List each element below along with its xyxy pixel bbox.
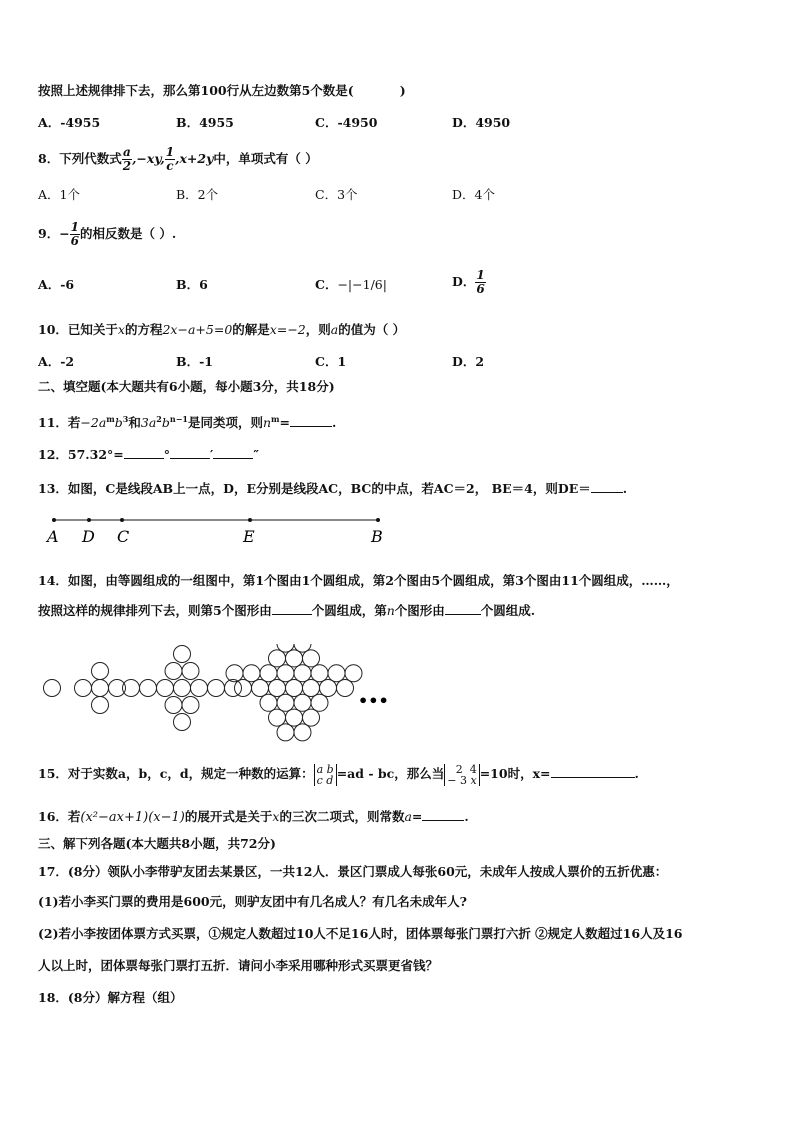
fig3-circle bbox=[174, 714, 191, 731]
q16-var-a: a bbox=[404, 809, 412, 824]
q15-prefix: 15．对于实数a，b，c，d，规定一种数的运算： bbox=[38, 766, 314, 781]
q11-b2: b bbox=[161, 415, 170, 431]
point-a bbox=[52, 518, 56, 522]
q10-var-x: x bbox=[117, 322, 125, 337]
fig1-circle bbox=[44, 680, 61, 697]
q8-frac-num: a bbox=[122, 145, 131, 159]
q10-option-c: C．1 bbox=[315, 354, 347, 369]
q11-answer-blank[interactable] bbox=[290, 414, 332, 427]
fig3-circle bbox=[182, 697, 199, 714]
q17-line2: (1)若小李买门票的费用是600元，则驴友团中有几名成人？有几名未成年人? bbox=[38, 894, 467, 909]
q14-var-n: n bbox=[386, 603, 395, 618]
fig4-circle bbox=[294, 644, 311, 652]
q8-frac-1c bbox=[165, 146, 175, 173]
fig3-circle bbox=[182, 663, 199, 680]
fig4-circle bbox=[311, 665, 328, 682]
q10-option-b: B．-1 bbox=[176, 354, 213, 369]
q11-m: m bbox=[271, 414, 280, 424]
point-b bbox=[376, 518, 380, 522]
q13-end: . bbox=[622, 481, 628, 496]
q9-frac bbox=[70, 221, 80, 248]
q8-option-a: A．1个 bbox=[38, 187, 80, 202]
q12-min-blank[interactable] bbox=[170, 446, 210, 459]
q15-cond: =10时，x= bbox=[479, 766, 551, 781]
q11-expr2: 3a bbox=[140, 415, 157, 431]
fig4-circle bbox=[286, 680, 303, 697]
q10-text4: ，则 bbox=[305, 322, 331, 337]
q10-text2: 的方程 bbox=[124, 322, 163, 337]
q9-option-c-label: C． bbox=[315, 277, 338, 292]
q8-frac2-num: 1 bbox=[165, 145, 175, 159]
m2-d: x bbox=[470, 773, 477, 787]
q8-option-d: D．4个 bbox=[452, 187, 495, 202]
q16-eq: = bbox=[411, 809, 423, 824]
q13-stem bbox=[38, 480, 627, 498]
q16-prefix: 16．若 bbox=[38, 809, 81, 824]
q16-mid: 的展开式是关于 bbox=[184, 809, 273, 824]
q10-var-a: a bbox=[330, 322, 339, 337]
q12-deg: ° bbox=[163, 447, 171, 462]
point-c bbox=[120, 518, 124, 522]
fig4-circle bbox=[320, 680, 337, 697]
q11-exp-m: m bbox=[106, 414, 115, 424]
q9-option-a: A．-6 bbox=[38, 277, 75, 292]
m1-b: b bbox=[326, 762, 334, 776]
fig4-circle bbox=[303, 709, 320, 726]
fig4-circle bbox=[337, 680, 354, 697]
q9-frac-num: 1 bbox=[70, 220, 80, 234]
q11-end: . bbox=[332, 415, 337, 431]
fig4-circle bbox=[252, 680, 269, 697]
fig4-circle bbox=[286, 650, 303, 667]
fig4-circle bbox=[345, 665, 362, 682]
m1-d: d bbox=[326, 773, 334, 787]
q8-option-b: B．2个 bbox=[176, 187, 219, 202]
q12-stem bbox=[38, 446, 259, 464]
label-b: B bbox=[371, 527, 383, 546]
q11-n: n bbox=[262, 415, 272, 431]
q9-option-b: B．6 bbox=[176, 277, 208, 292]
q16-answer-blank[interactable] bbox=[422, 808, 464, 821]
q11-eq: = bbox=[279, 415, 290, 431]
label-e: E bbox=[243, 527, 255, 546]
q10-stem bbox=[38, 321, 405, 339]
q16-mid2: 的三次二项式，则常数 bbox=[279, 809, 405, 824]
q7-option-b: B．4955 bbox=[176, 115, 234, 130]
m2-a: 2 bbox=[455, 762, 463, 776]
fig4-circle bbox=[328, 665, 345, 682]
q9-suffix: 的相反数是（ ）. bbox=[80, 226, 177, 241]
q8-option-c: C．3个 bbox=[315, 187, 358, 202]
q11-and: 和 bbox=[128, 415, 141, 431]
q14-blank-1[interactable] bbox=[272, 602, 312, 615]
q11-stem bbox=[38, 410, 336, 432]
q8-expr-mid: ,−xy, bbox=[132, 151, 165, 166]
q17-line3: (2)若小李按团体票方式买票，①规定人数超过10人不足16人时，团体票每张门票打六折 ②规定人数超过16人及16 bbox=[38, 926, 683, 941]
q9-option-c bbox=[315, 270, 387, 300]
q9-optd-den: 6 bbox=[476, 282, 485, 296]
point-e bbox=[248, 518, 252, 522]
fig2-circle bbox=[92, 680, 109, 697]
q11-b1: b bbox=[114, 415, 123, 431]
q11-exp-2: 2 bbox=[156, 414, 162, 424]
q14-line2c: 个图形由 bbox=[394, 603, 445, 618]
q9-option-d-frac bbox=[475, 269, 485, 296]
q12-deg-blank[interactable] bbox=[124, 446, 164, 459]
q12-prefix: 12．57.32°= bbox=[38, 447, 124, 462]
label-d: D bbox=[82, 527, 95, 546]
q16-expr: (x²−ax+1)(x−1) bbox=[80, 810, 185, 825]
m1-c: c bbox=[316, 773, 323, 787]
fig2-circle bbox=[75, 680, 92, 697]
fig3-circle bbox=[140, 680, 157, 697]
q7-option-c: C．-4950 bbox=[315, 115, 378, 130]
fig4-circle bbox=[277, 665, 294, 682]
q9-stem bbox=[38, 220, 176, 248]
q11-exp-3: 3 bbox=[122, 414, 129, 424]
q17-line1: 17．(8分）领队小李带驴友团去某景区，一共12人．景区门票成人每张60元，未成年人按成人票价的五折优惠： bbox=[38, 864, 668, 879]
q15-matrix-values bbox=[444, 764, 479, 786]
q12-min: ′ bbox=[210, 447, 214, 462]
q18-line1: 18．(8分）解方程（组） bbox=[38, 990, 183, 1005]
q10-solution: x=−2 bbox=[269, 322, 306, 337]
fig3-circle bbox=[165, 663, 182, 680]
q8-frac2-den: c bbox=[166, 159, 174, 173]
fig4-circle bbox=[269, 680, 286, 697]
q16-stem bbox=[38, 805, 469, 830]
q9-prefix: 9．− bbox=[38, 226, 70, 241]
label-a: A bbox=[47, 527, 59, 546]
q14-blank-2[interactable] bbox=[445, 602, 481, 615]
q10-option-d: D．2 bbox=[452, 354, 485, 369]
fig2-circle bbox=[92, 697, 109, 714]
q14-line2d: 个圆组成. bbox=[480, 603, 536, 618]
q7-stem bbox=[38, 82, 406, 100]
q13-answer-blank[interactable] bbox=[591, 480, 623, 493]
q15-end: . bbox=[634, 766, 639, 781]
fig4-circle bbox=[277, 694, 294, 711]
q15-matrix-abcd bbox=[314, 764, 337, 786]
m2-b: 4 bbox=[469, 762, 477, 776]
m1-a: a bbox=[316, 762, 324, 776]
label-c: C bbox=[117, 527, 130, 546]
fig4-circle bbox=[260, 694, 277, 711]
q8-prefix: 8．下列代数式 bbox=[38, 151, 122, 166]
q13-text: 13．如图，C是线段AB上一点，D，E分别是线段AC，BC的中点，若AC＝2， BE＝4，则DE＝ bbox=[38, 481, 591, 496]
section-3-heading: 三、解下列各题(本大题共8小题，共72分) bbox=[38, 836, 276, 851]
q8-expr-end: ,x+2y bbox=[175, 151, 214, 166]
q10-option-a: A．-2 bbox=[38, 354, 75, 369]
q15-def: =ad - bc，那么当 bbox=[336, 766, 445, 781]
q11-prefix: 11．若 bbox=[38, 415, 81, 431]
q7-option-a: A．-4955 bbox=[38, 115, 101, 130]
q14-line2 bbox=[38, 602, 535, 620]
q7-stem-text: 按照上述规律排下去，那么第100行从左边数第5个数是( bbox=[38, 83, 354, 98]
q9-option-d-label: D． bbox=[452, 274, 476, 289]
fig4-circle bbox=[269, 650, 286, 667]
fig4-circle bbox=[269, 709, 286, 726]
q17-line4: 人以上时，团体票每张门票打五折．请问小李采用哪种形式买票更省钱？ bbox=[38, 958, 439, 973]
q11-exp-n1: n−1 bbox=[169, 414, 188, 424]
q11-mid: 是同类项，则 bbox=[187, 415, 263, 431]
fig3-circle bbox=[174, 680, 191, 697]
fig4-circle bbox=[303, 650, 320, 667]
q13-segment-figure bbox=[40, 512, 400, 552]
fig4-circle bbox=[294, 694, 311, 711]
fig4-circle bbox=[294, 665, 311, 682]
fig4-circle bbox=[277, 644, 294, 652]
q14-line1: 14．如图，由等圆组成的一组图中，第1个图由1个圆组成，第2个图由5个圆组成，第3个图由11个圆组成，……， bbox=[38, 573, 679, 588]
fig4-circle bbox=[294, 724, 311, 741]
fig3-circle bbox=[157, 680, 174, 697]
q15-answer-blank[interactable] bbox=[551, 765, 635, 778]
q8-frac-den: 2 bbox=[122, 159, 132, 173]
point-d bbox=[87, 518, 91, 522]
q10-text3: 的解是 bbox=[232, 322, 270, 337]
fig4-circle bbox=[311, 694, 328, 711]
section-2-heading: 二、填空题(本大题共有6小题，每小题3分，共18分) bbox=[38, 379, 335, 394]
q14-line2b: 个圆组成，第 bbox=[311, 603, 387, 618]
fig4-circle bbox=[286, 709, 303, 726]
q10-equation: 2x−a+5=0 bbox=[162, 322, 233, 337]
q7-option-d: D．4950 bbox=[452, 115, 511, 130]
fig4-circle bbox=[243, 665, 260, 682]
q9-optd-num: 1 bbox=[476, 268, 485, 282]
q15-stem bbox=[38, 760, 639, 788]
q10-text5: 的值为（ ） bbox=[338, 322, 406, 337]
m2-c: − 3 bbox=[447, 773, 467, 787]
q8-stem bbox=[38, 146, 318, 173]
q14-circle-pattern-figure bbox=[40, 644, 440, 744]
fig4-circle bbox=[235, 680, 252, 697]
fig3-circle bbox=[191, 680, 208, 697]
q9-option-c-expr: −|−1/6| bbox=[337, 277, 387, 292]
fig4-circle bbox=[260, 665, 277, 682]
q14-line2a: 按照这样的规律排列下去，则第5个图形由 bbox=[38, 603, 272, 618]
fig3-circle bbox=[165, 697, 182, 714]
q9-frac-den: 6 bbox=[70, 234, 80, 248]
q7-close: ) bbox=[399, 83, 406, 98]
fig4-circle bbox=[277, 724, 294, 741]
q12-sec-blank[interactable] bbox=[213, 446, 253, 459]
ellipsis-dots: ••• bbox=[358, 691, 389, 710]
fig3-circle bbox=[174, 646, 191, 663]
q16-end: . bbox=[464, 809, 469, 824]
fig3-circle bbox=[208, 680, 225, 697]
q10-text1: 10．已知关于 bbox=[38, 322, 118, 337]
q8-frac-a2 bbox=[122, 146, 132, 173]
fig2-circle bbox=[92, 663, 109, 680]
q8-suffix: 中，单项式有（ ） bbox=[213, 151, 318, 166]
fig4-circle bbox=[303, 680, 320, 697]
q12-sec: ″ bbox=[253, 447, 259, 462]
q16-var-x: x bbox=[272, 809, 280, 824]
q11-expr1: −2a bbox=[80, 415, 107, 431]
q9-option-d bbox=[452, 266, 486, 298]
